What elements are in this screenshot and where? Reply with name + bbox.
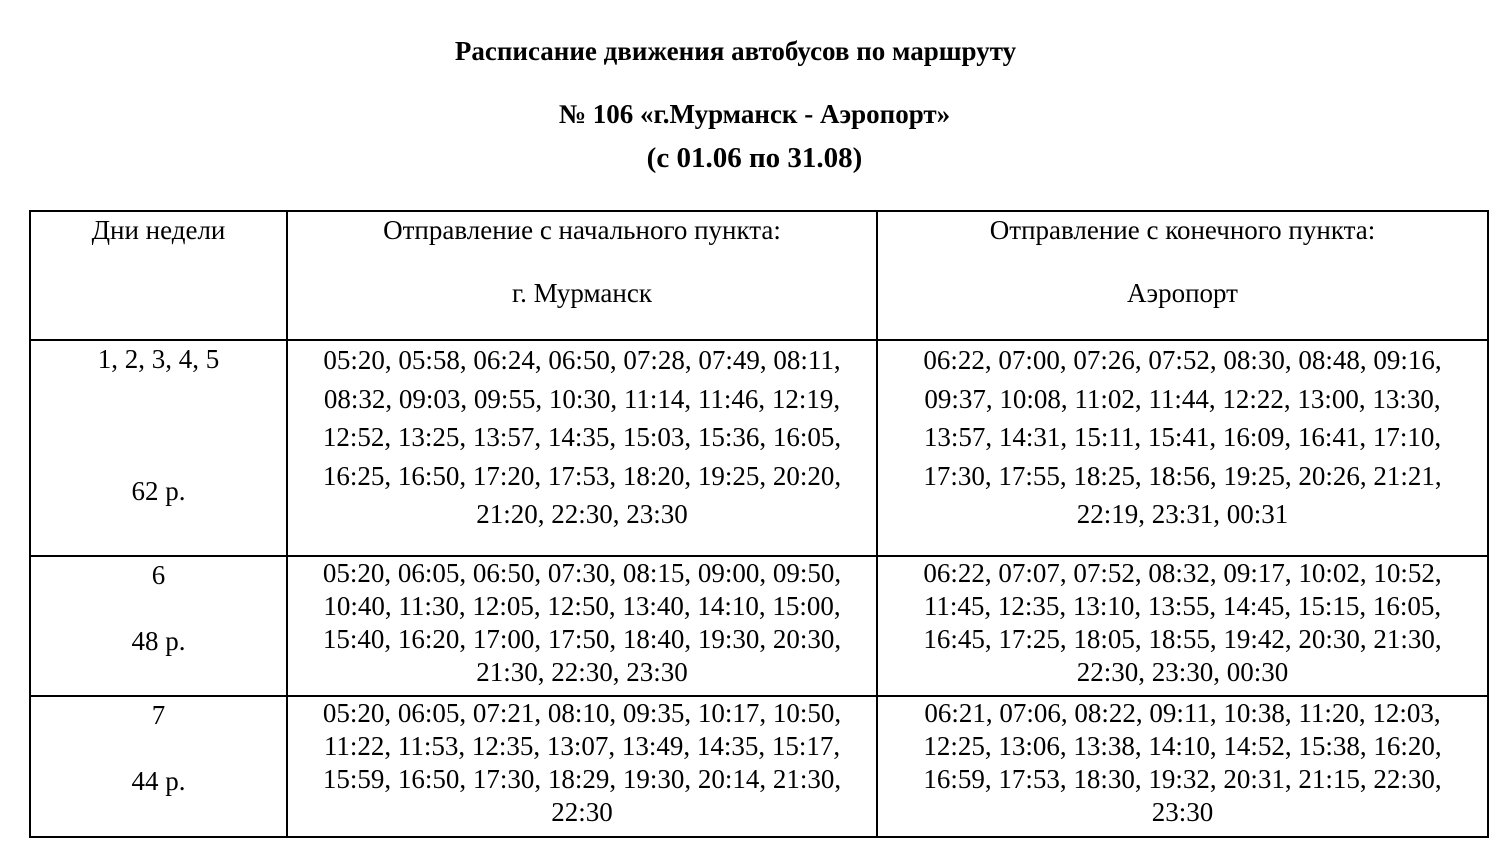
start-times-cell: 05:20, 05:58, 06:24, 06:50, 07:28, 07:49, 08:11, 08:32, 09:03, 09:55, 10:30, 11:14, 11:46, 12:19, 12:52, 13:25, 13:57, 14:35, 15:03, 15:36, 16:05, 16:25, 16:50, 17:20, 17:53, 18:20, 19:25, 20:20, 21:20, 22:30, 23:30 xyxy=(287,340,877,556)
route-title: № 106 «г.Мурманск - Аэропорт» xyxy=(558,99,951,129)
days-cell xyxy=(30,696,287,837)
fare-label: 44 р. xyxy=(131,766,186,796)
header-from-end: Отправление с конечного пункта: Аэропорт xyxy=(877,211,1488,340)
table-row xyxy=(30,340,1488,556)
start-times-cell: 05:20, 06:05, 07:21, 08:10, 09:35, 10:17, 10:50, 11:22, 11:53, 12:35, 13:07, 13:49, 14:35, 15:17, 15:59, 16:50, 17:30, 18:29, 19:30, 20:14, 21:30, 22:30 xyxy=(287,696,877,837)
table-row xyxy=(30,556,1488,696)
header-days: Дни недели xyxy=(30,211,287,340)
days-label: 1, 2, 3, 4, 5 xyxy=(97,344,220,374)
header-end-place: Аэропорт xyxy=(1127,278,1238,308)
start-times-cell: 05:20, 06:05, 06:50, 07:30, 08:15, 09:00, 09:50, 10:40, 11:30, 12:05, 12:50, 13:40, 14:10, 15:00, 15:40, 16:20, 17:00, 17:50, 18:40, 19:30, 20:30, 21:30, 22:30, 23:30 xyxy=(287,556,877,696)
days-cell xyxy=(30,556,287,696)
end-times-cell: 06:21, 07:06, 08:22, 09:11, 10:38, 11:20, 12:03, 12:25, 13:06, 13:38, 14:10, 14:52, 15:38, 16:20, 16:59, 17:53, 18:30, 19:32, 20:31, 21:15, 22:30, 23:30 xyxy=(877,696,1488,837)
schedule-title: Расписание движения автобусов по маршруту xyxy=(454,36,1017,66)
header-start-place: г. Мурманск xyxy=(512,278,652,308)
period-title: (с 01.06 по 31.08) xyxy=(646,142,863,174)
fare-label: 48 р. xyxy=(131,626,186,656)
table-row xyxy=(30,696,1488,837)
days-label: 7 xyxy=(151,700,166,730)
end-times-cell: 06:22, 07:07, 07:52, 08:32, 09:17, 10:02, 10:52, 11:45, 12:35, 13:10, 13:55, 14:45, 15:15, 16:05, 16:45, 17:25, 18:05, 18:55, 19:42, 20:30, 21:30, 22:30, 23:30, 00:30 xyxy=(877,556,1488,696)
days-cell xyxy=(30,340,287,556)
days-label: 6 xyxy=(151,560,166,590)
schedule-table xyxy=(29,210,1489,838)
fare-label: 62 р. xyxy=(131,476,186,506)
header-from-start: Отправление с начального пункта: г. Мурманск xyxy=(287,211,877,340)
end-times-cell: 06:22, 07:00, 07:26, 07:52, 08:30, 08:48, 09:16, 09:37, 10:08, 11:02, 11:44, 12:22, 13:00, 13:30, 13:57, 14:31, 15:11, 15:41, 16:09, 16:41, 17:10, 17:30, 17:55, 18:25, 18:56, 19:25, 20:26, 21:21, 22:19, 23:31, 00:31 xyxy=(877,340,1488,556)
header-row xyxy=(30,211,1488,340)
